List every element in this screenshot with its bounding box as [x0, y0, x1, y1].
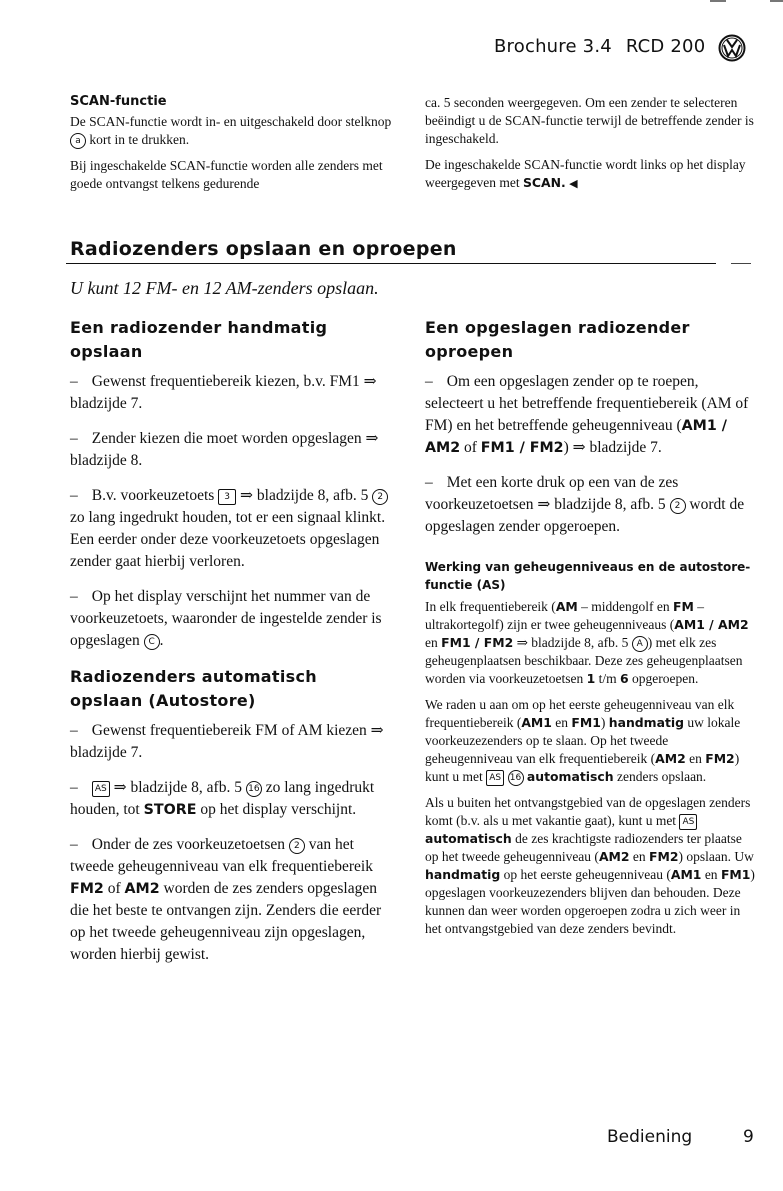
callout-icon: 16 [246, 781, 262, 797]
display-scan-label: SCAN. [522, 175, 566, 190]
callout-icon: A [632, 636, 648, 652]
text: ) [600, 715, 609, 730]
text: ⇒ bladzijde 8, afb. 5 [113, 779, 242, 796]
text: ) kunt u met [425, 751, 740, 784]
text: op het display verschijnt. [200, 801, 357, 818]
text: Om een opgeslagen zender op te roepen, selecteert u het betreffende frequentiebereik (AM of FM) en het betreffende geheugenniveau ( [425, 373, 749, 434]
text: ) ⇒ bladzijde 7. [563, 439, 662, 456]
preset-key-icon: 3 [218, 489, 236, 505]
scan-paragraph: ca. 5 seconden weergegeven. Om een zender te selecteren beëindigt u de SCAN-functie terwijl de betreffende zender is ingeschakeld. [425, 95, 754, 146]
scan-section-continued [425, 94, 755, 201]
levels-paragraph [425, 794, 755, 938]
vw-logo-icon [718, 34, 746, 62]
text: wordt de opgeslagen zender opgeroepen. [425, 496, 745, 535]
divider [66, 263, 716, 264]
scan-section [70, 94, 398, 201]
text: Op het display verschijnt het nummer van de voorkeuzetoets, waaronder de ingestelde zender is opgeslagen [70, 588, 382, 649]
text: of [107, 880, 121, 897]
brochure-label: Brochure 3.4 [494, 36, 612, 57]
step-item: – Gewenst frequentiebereik kiezen, b.v. FM1 ⇒ bladzijde 7. [70, 373, 377, 412]
text: en [551, 715, 572, 730]
crop-mark [770, 0, 783, 2]
text: De SCAN-functie wordt in- en uitgeschakeld door stelknop [70, 114, 392, 129]
as-key-icon: AS [486, 770, 504, 786]
scan-paragraph [425, 156, 755, 193]
auto-title: Radiozenders automatisch opslaan (Autostore) [70, 667, 317, 710]
text: ⇒ bladzijde 8, afb. 5 [240, 487, 369, 504]
recall-title: Een opgeslagen radiozender oproepen [425, 318, 690, 361]
text: Zender kiezen die moet worden opgeslagen ⇒ bladzijde 8. [70, 430, 379, 469]
bold-text: 1 [586, 671, 596, 686]
bold-text: automatisch [425, 831, 512, 846]
section-end-icon: ◀ [569, 178, 578, 190]
text: opgeroepen. [628, 671, 699, 686]
bold-text: FM2 [705, 751, 735, 766]
bold-text: AM2 [598, 849, 630, 864]
bold-text: FM1 [571, 715, 601, 730]
step-item: – B.v. voorkeuzetoets 3 ⇒ bladzijde 8, afb. 5 2 zo lang ingedrukt houden, tot er een signaal klinkt. Een eerder onder deze voorkeuzetoets opgeslagen zender gaat hierbij verloren. [70, 485, 395, 573]
page-number: 9 [743, 1127, 754, 1147]
text: Als u buiten het ontvangstgebied van de opgeslagen zenders komt (b.v. als u met vakantie gaat), kunt u met [425, 795, 751, 828]
section-intro: U kunt 12 FM- en 12 AM-zenders opslaan. [70, 278, 379, 298]
text: en [629, 849, 650, 864]
model-label: RCD 200 [625, 36, 706, 57]
text: . [159, 632, 164, 649]
scan-title: SCAN-functie [70, 94, 167, 109]
text: of [460, 439, 481, 456]
text: zenders opslaan. [613, 769, 707, 784]
callout-icon: C [144, 634, 160, 650]
bold-text: FM1 [720, 867, 751, 882]
text: de zes krachtigste radiozenders ter plaatse op het tweede geheugenniveau ( [425, 831, 742, 864]
step-item: – Onder de zes voorkeuzetoetsen 2 van het tweede geheugenniveau van elk frequentiebereik FM2 of AM2 worden de zes zenders opgeslagen die het beste te ontvangen zijn. Zenders die eerder op het tweede geheugenniveau zijn opgeslagen, worden hierbij gewist. [70, 836, 382, 963]
bold-text: FM1 / FM2 [480, 440, 564, 456]
levels-paragraph [425, 696, 755, 786]
left-column [70, 316, 395, 979]
text: en [685, 751, 706, 766]
text: – middengolf en [577, 599, 673, 614]
text: ) opslaan. Uw [678, 849, 754, 864]
bold-text: 6 [619, 671, 629, 686]
text: Onder de zes voorkeuzetoetsen [91, 836, 285, 853]
bold-text: handmatig [425, 867, 501, 882]
bold-text: FM [673, 599, 694, 614]
bold-text: automatisch [526, 769, 614, 784]
text: ) met elk zes geheugenplaatsen beschikbaar. Deze zes geheugenplaatsen worden via voorkeuzetoetsen [425, 635, 743, 686]
scan-paragraph: Bij ingeschakelde SCAN-functie worden alle zenders met goede ontvangst telkens gedurende [70, 158, 383, 191]
bold-text: FM2 [649, 849, 679, 864]
text: We raden u aan om op het eerste geheugenniveau van elk frequentiebereik ( [425, 697, 735, 730]
bold-text: AM [555, 599, 578, 614]
bold-text: AM1 [670, 867, 702, 882]
step-item: – Zender kiezen die moet worden opgeslagen ⇒ bladzijde 8. [70, 430, 379, 469]
text: In elk frequentiebereik ( [425, 599, 556, 614]
step-item: – Met een korte druk op een van de zes voorkeuzetoetsen ⇒ bladzijde 8, afb. 5 2 wordt de opgeslagen zender opgeroepen. [425, 474, 745, 535]
page-header [494, 36, 713, 57]
callout-icon: 2 [670, 498, 686, 514]
as-key-icon: AS [92, 781, 110, 797]
divider [731, 263, 751, 264]
scan-paragraph [70, 113, 398, 149]
as-key-icon: AS [679, 814, 697, 830]
step-item: – Op het display verschijnt het nummer van de voorkeuzetoets, waaronder de ingestelde zender is opgeslagen C . [70, 588, 382, 649]
callout-icon: 2 [289, 838, 305, 854]
text: De ingeschakelde SCAN-functie wordt links op het display weergegeven met [425, 157, 746, 190]
text: van het tweede geheugenniveau van elk frequentiebereik [70, 836, 373, 875]
text: uw lokale voorkeuzezenders op te slaan. Op het tweede geheugenniveau van elk frequentiebereik ( [425, 715, 741, 766]
bold-text: AM1 / AM2 [674, 617, 749, 632]
text: op het eerste geheugenniveau ( [500, 867, 671, 882]
text: kort in te drukken. [89, 132, 190, 147]
bold-text: handmatig [608, 715, 685, 730]
footer-section-label: Bediening [607, 1127, 693, 1147]
bold-text: AM1 / AM2 [425, 418, 727, 456]
text: – ultrakortegolf) zijn er twee geheugenniveaus ( [425, 599, 704, 632]
manual-title: Een radiozender handmatig opslaan [70, 318, 328, 361]
text: t/m [595, 671, 620, 686]
callout-icon: 2 [372, 489, 388, 505]
text: en [425, 635, 442, 650]
text: Met een korte druk op een van de zes voorkeuzetoetsen ⇒ bladzijde 8, afb. 5 [425, 474, 679, 513]
bold-text: AM1 [521, 715, 552, 730]
text: en [701, 867, 721, 882]
step-item: – Om een opgeslagen zender op te roepen, selecteert u het betreffende frequentiebereik (AM of FM) en het betreffende geheugenniveau (AM1 / AM2 of FM1 / FM2) ⇒ bladzijde 7. [425, 373, 749, 456]
right-column [425, 316, 755, 946]
display-store-label: STORE [143, 802, 197, 818]
bold-text: AM2 [655, 751, 686, 766]
section-title: Radiozenders opslaan en oproepen [70, 238, 457, 260]
text: zo lang ingedrukt houden, tot er een signaal klinkt. Een eerder onder deze voorkeuzetoets opgeslagen zender gaat hierbij verloren. [70, 509, 386, 570]
text: Gewenst frequentiebereik kiezen, b.v. FM1 ⇒ bladzijde 7. [70, 373, 377, 412]
bold-text: AM2 [124, 881, 160, 897]
text: ) opgeslagen voorkeuzezenders blijven dan behouden. Deze kunnen dan weer worden opgeroepen zodra u zich weer in het ontvangstgebied van deze zenders bevindt. [425, 867, 755, 936]
text: Gewenst frequentiebereik FM of AM kiezen ⇒ bladzijde 7. [70, 722, 384, 761]
bold-text: FM1 / FM2 [441, 635, 514, 650]
step-item: – Gewenst frequentiebereik FM of AM kiezen ⇒ bladzijde 7. [70, 722, 384, 761]
crop-mark [710, 0, 726, 2]
text: ⇒ bladzijde 8, afb. 5 [513, 635, 629, 650]
levels-title: Werking van geheugenniveaus en de autostore-functie (AS) [425, 560, 751, 592]
text: zo lang ingedrukt houden, tot [70, 779, 375, 818]
knob-a-icon: a [70, 133, 86, 149]
bold-text: FM2 [70, 881, 104, 897]
text: B.v. voorkeuzetoets [91, 487, 215, 504]
levels-paragraph [425, 598, 755, 688]
text: worden de zes zenders opgeslagen die het beste te ontvangen zijn. Zenders die eerder op het tweede geheugenniveau zijn opgeslagen, worden hierbij gewist. [70, 880, 382, 963]
callout-icon: 16 [508, 770, 524, 786]
step-item: – AS ⇒ bladzijde 8, afb. 5 16 zo lang ingedrukt houden, tot STORE op het display verschijnt. [70, 779, 375, 818]
